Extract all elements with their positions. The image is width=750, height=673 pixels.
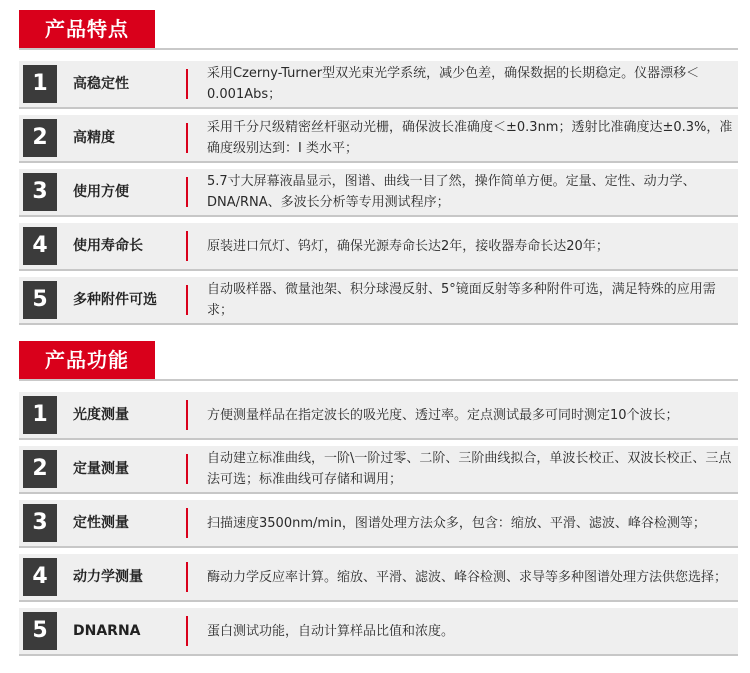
feature-row [19,223,738,269]
red-divider [186,508,188,538]
function-row [19,554,738,600]
row-underline [19,161,738,163]
feature-label: 多种附件可选 [73,292,157,308]
row-underline [19,107,738,109]
function-description: 方便测量样品在指定波长的吸光度、透过率。定点测试最多可同时测定10个波长； [207,407,679,423]
function-number: 4 [23,558,57,596]
function-description: 自动建立标准曲线，一阶\一阶过零、二阶、三阶曲线拟合，单波长校正、双波长校正、三点法可选；标准曲线可存储和调用； [207,451,732,487]
function-label: 光度测量 [73,407,129,423]
function-label: DNARNA [73,623,141,639]
row-underline [19,546,738,548]
function-number: 1 [23,396,57,434]
feature-description: 原装进口氘灯、钨灯，确保光源寿命长达2年，接收器寿命长达20年； [207,238,609,254]
functions-title-rule [19,379,738,381]
features-title-rule [19,48,738,50]
features-section-title: 产品特点 [19,10,155,48]
feature-description: 自动吸样器、微量池架、积分球漫反射、5°镜面反射等多种附件可选，满足特殊的应用需求； [207,282,716,318]
row-underline [19,215,738,217]
function-description: 酶动力学反应率计算。缩放、平滑、滤波、峰谷检测、求导等多种图谱处理方法供您选择； [207,569,728,585]
feature-label: 使用方便 [73,184,129,200]
function-label: 动力学测量 [73,569,143,585]
feature-label: 使用寿命长 [73,238,143,254]
red-divider [186,400,188,430]
red-divider [186,562,188,592]
red-divider [186,177,188,207]
feature-row [19,115,738,161]
function-label: 定量测量 [73,461,129,477]
feature-label: 高稳定性 [73,76,129,92]
feature-row [19,61,738,107]
feature-number: 4 [23,227,57,265]
red-divider [186,616,188,646]
row-underline [19,438,738,440]
feature-row [19,277,738,323]
red-divider [186,123,188,153]
function-number: 2 [23,450,57,488]
feature-description: 5.7寸大屏幕液晶显示，图谱、曲线一目了然，操作简单方便。定量、定性、动力学、DNA/RNA、多波长分析等专用测试程序； [207,174,696,210]
function-row [19,500,738,546]
functions-section-title: 产品功能 [19,341,155,379]
red-divider [186,231,188,261]
function-description: 蛋白测试功能，自动计算样品比值和浓度。 [207,623,455,639]
row-underline [19,269,738,271]
feature-number: 5 [23,281,57,319]
feature-label: 高精度 [73,130,115,146]
function-row [19,608,738,654]
feature-number: 3 [23,173,57,211]
row-underline [19,654,738,656]
function-number: 3 [23,504,57,542]
row-underline [19,323,738,325]
feature-row [19,169,738,215]
function-number: 5 [23,612,57,650]
feature-number: 2 [23,119,57,157]
function-description: 扫描速度3500nm/min，图谱处理方法众多，包含：缩放、平滑、滤波、峰谷检测等； [207,515,706,531]
feature-description: 采用Czerny-Turner型双光束光学系统，减少色差，确保数据的长期稳定。仪器漂移＜0.001Abs； [207,66,700,102]
function-label: 定性测量 [73,515,129,531]
red-divider [186,285,188,315]
row-underline [19,600,738,602]
feature-number: 1 [23,65,57,103]
function-row [19,392,738,438]
red-divider [186,454,188,484]
function-row [19,446,738,492]
feature-description: 采用千分尺级精密丝杆驱动光栅，确保波长准确度＜±0.3nm；透射比准确度达±0.3%，准确度级别达到：Ⅰ 类水平； [207,120,733,156]
row-underline [19,492,738,494]
red-divider [186,69,188,99]
